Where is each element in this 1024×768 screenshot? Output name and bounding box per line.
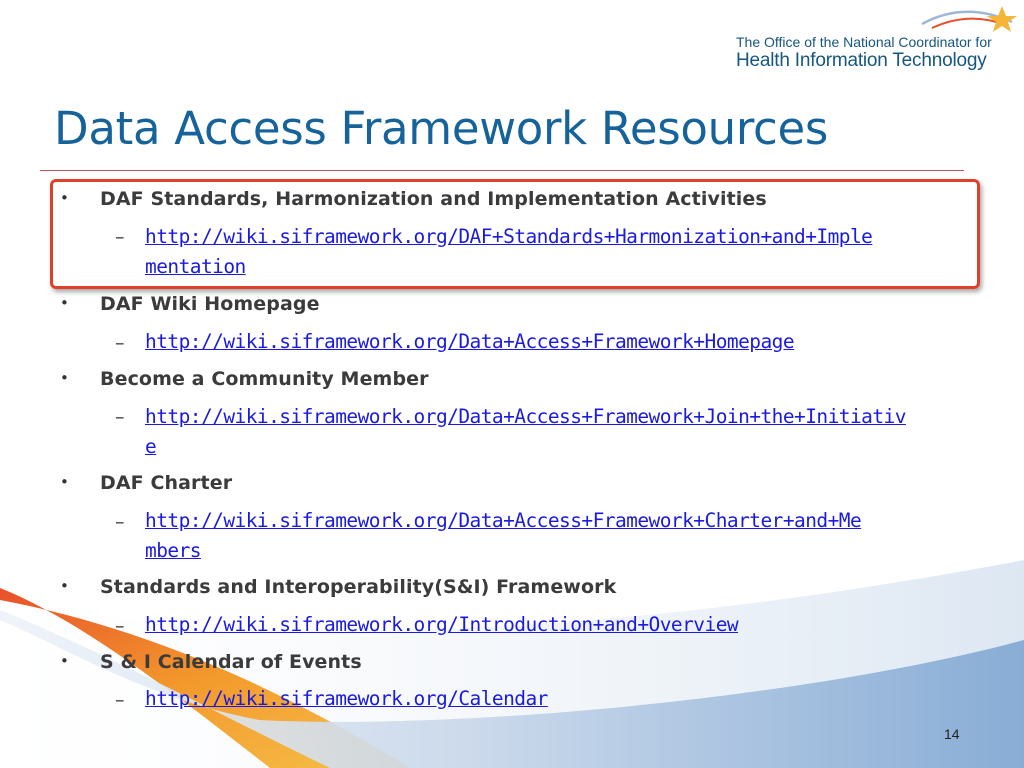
bullet-icon: • bbox=[60, 577, 69, 595]
dash-icon: – bbox=[115, 332, 125, 354]
link-line-1[interactable]: http://wiki.siframework.org/Introduction+and+Overview bbox=[145, 613, 739, 636]
link-line-2[interactable]: mbers bbox=[145, 539, 201, 562]
dash-icon: – bbox=[115, 615, 125, 637]
resource-link[interactable] bbox=[145, 222, 872, 282]
dash-icon: – bbox=[115, 406, 125, 428]
item-heading: Become a Community Member bbox=[100, 368, 429, 390]
resource-link[interactable] bbox=[145, 327, 794, 357]
logo-line-2: Health Information Technology bbox=[736, 50, 987, 71]
item-heading: DAF Wiki Homepage bbox=[100, 293, 320, 315]
resource-link[interactable] bbox=[145, 610, 738, 640]
item-heading: DAF Standards, Harmonization and Implementation Activities bbox=[100, 188, 767, 210]
item-heading: Standards and Interoperability(S&I) Framework bbox=[100, 576, 617, 598]
bullet-icon: • bbox=[60, 294, 69, 312]
logo-line-1: The Office of the National Coordinator for bbox=[736, 34, 992, 50]
slide-title: Data Access Framework Resources bbox=[54, 102, 829, 155]
page-number: 14 bbox=[944, 726, 960, 742]
resource-link[interactable] bbox=[145, 402, 906, 462]
link-line-1[interactable]: http://wiki.siframework.org/Calendar bbox=[145, 687, 548, 710]
resource-link[interactable] bbox=[145, 506, 861, 566]
link-line-1[interactable]: http://wiki.siframework.org/Data+Access+Framework+Charter+and+Me bbox=[145, 509, 862, 532]
dash-icon: – bbox=[115, 511, 125, 533]
link-line-1[interactable]: http://wiki.siframework.org/DAF+Standards+Harmonization+and+Imple bbox=[145, 225, 873, 248]
item-heading: S & I Calendar of Events bbox=[100, 651, 362, 673]
link-line-1[interactable]: http://wiki.siframework.org/Data+Access+Framework+Join+the+Initiativ bbox=[145, 405, 906, 428]
link-line-2[interactable]: e bbox=[145, 435, 157, 458]
resource-link[interactable] bbox=[145, 684, 548, 714]
dash-icon: – bbox=[115, 226, 125, 248]
link-line-2[interactable]: mentation bbox=[145, 255, 246, 278]
bullet-icon: • bbox=[60, 473, 69, 491]
link-line-1[interactable]: http://wiki.siframework.org/Data+Access+Framework+Homepage bbox=[145, 330, 795, 353]
bullet-icon: • bbox=[60, 369, 69, 387]
item-heading: DAF Charter bbox=[100, 472, 233, 494]
dash-icon: – bbox=[115, 689, 125, 711]
bullet-icon: • bbox=[60, 189, 69, 207]
bullet-icon: • bbox=[60, 652, 69, 670]
